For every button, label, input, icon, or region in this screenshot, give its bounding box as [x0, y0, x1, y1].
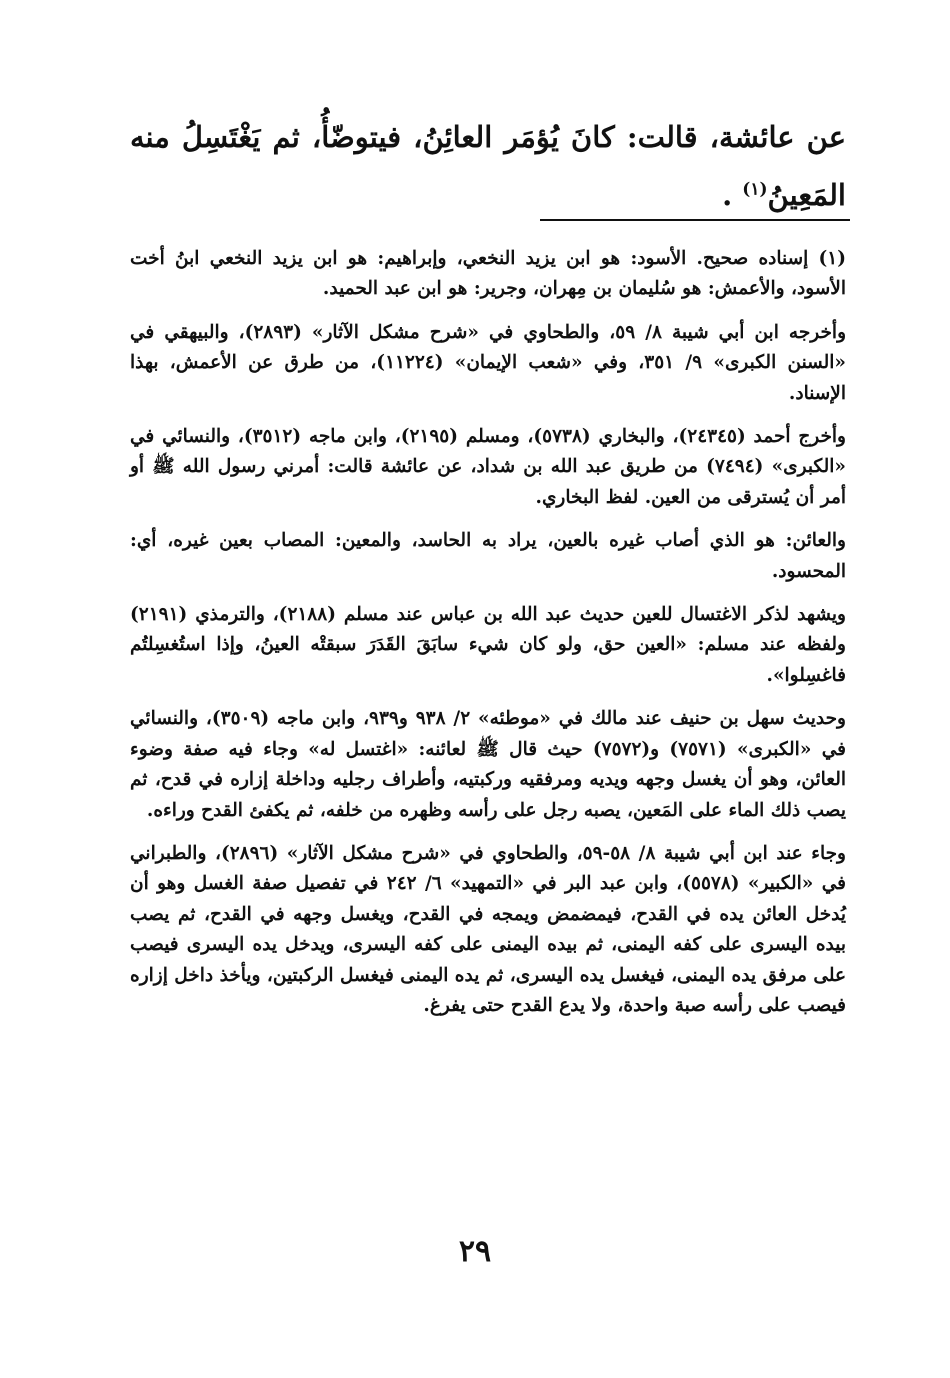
footnote-paragraph: وجاء عند ابن أبي شيبة ٨/ ٥٨-٥٩، والطحاوي في «شرح مشكل الآثار» (٢٨٩٦)، والطبراني في «الكبير» (٥٥٧٨)، وابن عبد البر في «التمهيد» ٦/ ٢٤٢ في تفصيل صفة الغسل وهو أن يُدخل العائن يده في القدح، فيمضمض ويمجه في القدح، ويغسل وجهه في القدح، ثم يصب بيده اليسرى على كفه اليمنى، ثم بيده اليمنى على كفه اليسرى، ويدخل يده اليسرى فيصب على مرفق يده اليمنى، فيغسل يده اليسرى، ثم يده اليمنى فيغسل الركبتين، ويأخذ داخل إزاره فيصب على رأسه صبة واحدة، ولا يدع القدح حتى يفرغ. [130, 842, 846, 1016]
hadith-terminal-mark: . [722, 178, 733, 212]
footnote-separator-line [540, 219, 850, 221]
footnote-paragraph: ويشهد لذكر الاغتسال للعين حديث عبد الله بن عباس عند مسلم (٢١٨٨)، والترمذي (٢١٩١) ولفظه عند مسلم: «العين حق، ولو كان شيء سابَقَ القَدَرَ سبقتْه العينُ، وإذا استُغسِلتُم فاغسِلوا». [130, 604, 846, 686]
page-number: ٢٩ [458, 1234, 492, 1269]
footnote-paragraph: (١) إسناده صحيح. الأسود: هو ابن يزيد النخعي، وإبراهيم: هو ابن يزيد النخعي ابنُ أخت الأسود، والأعمش: هو سُليمان بن مِهران، وجرير: هو ابن عبد الحميد. [130, 248, 846, 300]
footnote-paragraph: والعائن: هو الذي أصاب غيره بالعين، يراد به الحاسد، والمعين: المصاب بعين غيره، أي: المحسود. [130, 530, 846, 582]
hadith-body: عن عائشة، قالت: كانَ يُؤمَر العائِنُ، فيتوضّأُ، ثم يَغْتَسِلُ منه المَعِينُ [130, 120, 846, 212]
footnote-paragraph: وأخرجه ابن أبي شيبة ٨/ ٥٩، والطحاوي في «شرح مشكل الآثار» (٢٨٩٣)، والبيهقي في «السنن الكبرى» ٩/ ٣٥١، وفي «شعب الإيمان» (١١٢٢٤)، من طرق عن الأعمش، بهذا الإسناد. [130, 321, 846, 404]
hadith-text [130, 108, 846, 224]
footnote-paragraph: وحديث سهل بن حنيف عند مالك في «موطئه» ٢/ ٩٣٨ و٩٣٩، وابن ماجه (٣٥٠٩)، والنسائي في «الكبرى» (٧٥٧١) و(٧٥٧٢) حيث قال ﷺ لعائنه: «اغتسل له» وجاء فيه صفة وضوء العائن، وهو أن يغسل وجهه ويديه ومرفقيه وركبتيه، وأطراف رجليه وداخلة إزاره في قدح، ثم يصب ذلك الماء على المَعين، يصبه رجل على رأسه وظهره من خلفه، ثم يكفئ القدح وراءه. [130, 708, 846, 821]
footnote-reference-marker: (١) [742, 179, 768, 200]
footnote-paragraph: وأخرج أحمد (٢٤٣٤٥)، والبخاري (٥٧٣٨)، ومسلم (٢١٩٥)، وابن ماجه (٣٥١٢)، والنسائي في «الكبرى» (٧٤٩٤) من طريق عبد الله بن شداد، عن عائشة قالت: أمرني رسول الله ﷺ أو أمر أن يُسترقى من العين. لفظ البخاري. [130, 426, 846, 508]
footnotes-section [130, 244, 846, 1034]
